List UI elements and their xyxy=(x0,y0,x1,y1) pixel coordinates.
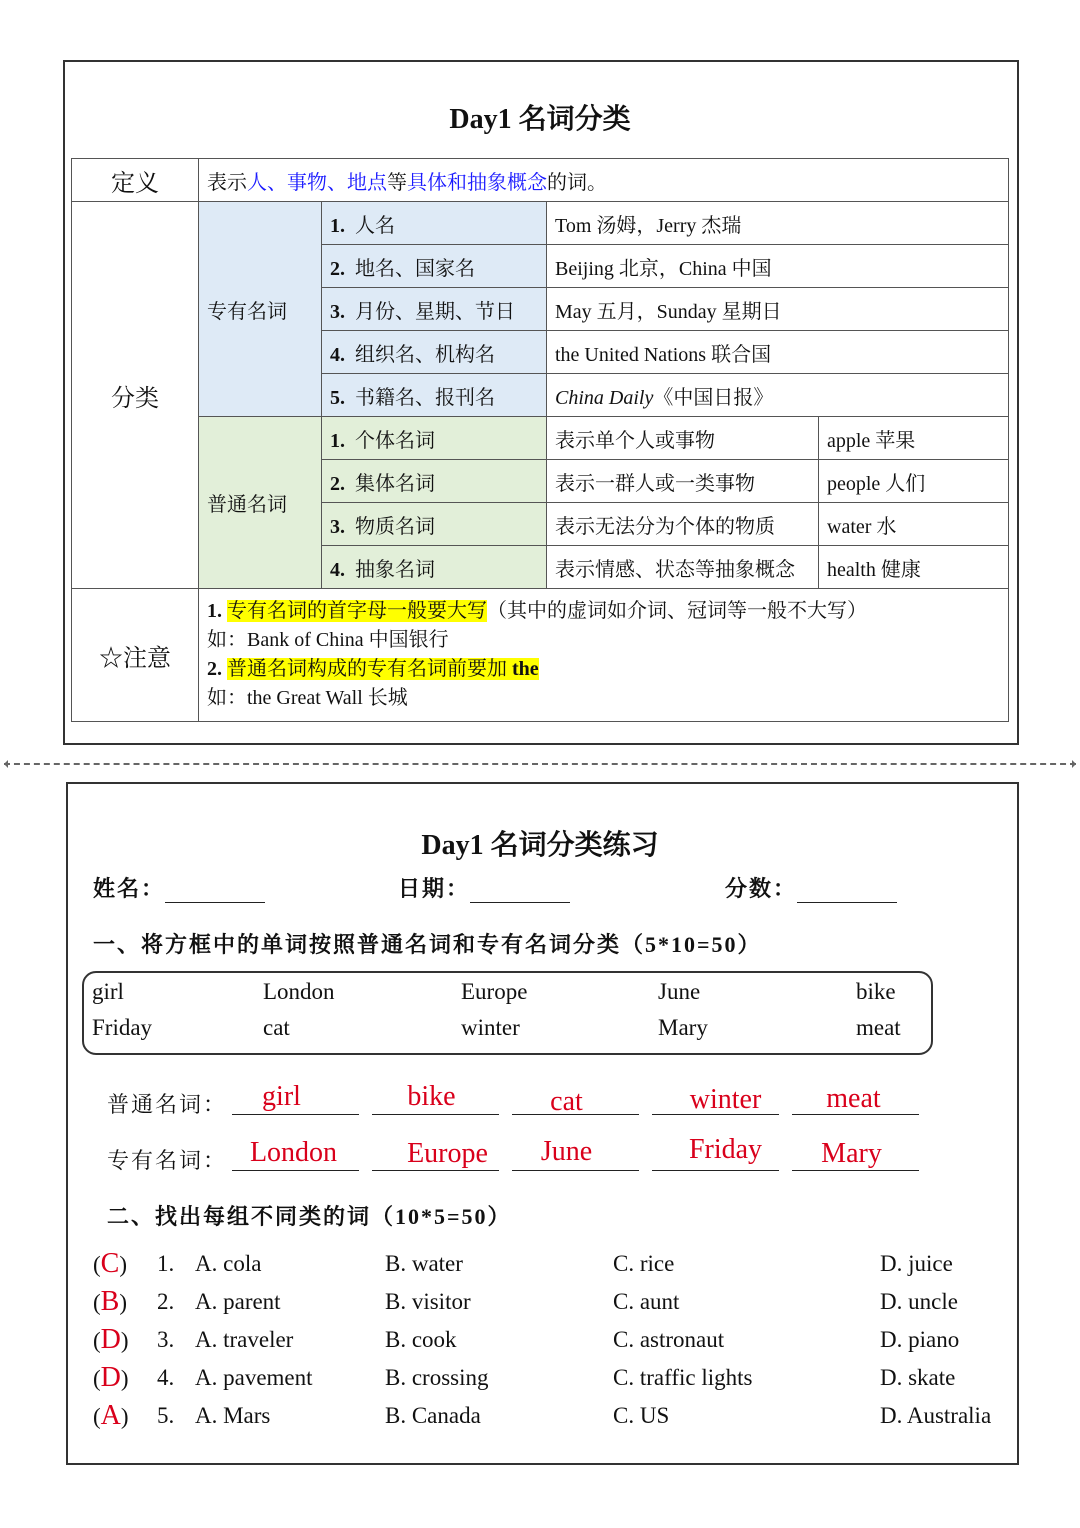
note-row xyxy=(72,589,1009,722)
option-c: C. astronaut xyxy=(613,1327,725,1352)
note-label: ☆注意 xyxy=(72,589,199,722)
name-field: 姓名： xyxy=(93,872,265,903)
option-c: C. rice xyxy=(613,1251,675,1276)
common-example: people 人们 xyxy=(819,460,1009,503)
option-a: A. parent xyxy=(195,1289,281,1314)
proper-example: the United Nations 联合国 xyxy=(547,331,1009,374)
proper-example: May 五月，Sunday 星期日 xyxy=(547,288,1009,331)
date-blank[interactable] xyxy=(470,880,570,903)
proper-example: China Daily《中国日报》 xyxy=(547,374,1009,417)
note-text xyxy=(199,589,1009,722)
score-field: 分数： xyxy=(725,872,897,903)
option-c: C. aunt xyxy=(613,1289,680,1314)
proper-type: 3. 月份、星期、节日 xyxy=(322,288,547,331)
word: June xyxy=(658,979,701,1004)
common-example: water 水 xyxy=(819,503,1009,546)
definition-text: 表示人、事物、地点等具体和抽象概念的词。 xyxy=(199,159,1009,202)
common-example: apple 苹果 xyxy=(819,417,1009,460)
question-number: 3. xyxy=(157,1327,175,1352)
proper-answer: London xyxy=(249,1137,338,1168)
word: bike xyxy=(856,979,896,1004)
word: cat xyxy=(263,1015,290,1040)
note-1-example: 如：Bank of China 中国银行 xyxy=(207,629,449,651)
common-desc: 表示一群人或一类事物 xyxy=(547,460,819,503)
option-d: D. juice xyxy=(880,1251,953,1276)
question-number: 4. xyxy=(157,1365,175,1390)
question-number: 5. xyxy=(157,1403,175,1428)
question-number: 1. xyxy=(157,1251,175,1276)
word: Friday xyxy=(92,1015,153,1040)
word: London xyxy=(263,979,335,1004)
proper-answer: June xyxy=(540,1136,593,1167)
section2-heading: 二、找出每组不同类的词（10*5=50） xyxy=(107,1204,512,1229)
question-number: 2. xyxy=(157,1289,175,1314)
note-2-example: 如：the Great Wall 长城 xyxy=(207,687,408,709)
question-answer: (C) xyxy=(93,1248,128,1279)
definition-label: 定义 xyxy=(72,159,199,202)
proper-noun-label: 专有名词： xyxy=(107,1148,228,1173)
summary-title: Day1 名词分类 xyxy=(449,104,631,135)
category-label: 分类 xyxy=(72,202,199,589)
option-b: B. crossing xyxy=(385,1365,489,1390)
common-noun-label: 普通名词 xyxy=(199,417,322,589)
proper-noun-label: 专有名词 xyxy=(199,202,322,417)
noun-summary-table xyxy=(71,158,1009,722)
common-desc: 表示无法分为个体的物质 xyxy=(547,503,819,546)
common-type: 4. 抽象名词 xyxy=(322,546,547,589)
option-a: A. pavement xyxy=(195,1365,313,1390)
word: winter xyxy=(461,1015,520,1040)
proper-type: 4. 组织名、机构名 xyxy=(322,331,547,374)
option-d: D. piano xyxy=(880,1327,960,1352)
dashed-divider xyxy=(4,763,1076,765)
name-blank[interactable] xyxy=(165,880,265,903)
proper-type: 2. 地名、国家名 xyxy=(322,245,547,288)
common-example: health 健康 xyxy=(819,546,1009,589)
proper-row xyxy=(72,202,1009,245)
word: Mary xyxy=(658,1015,708,1040)
common-answer: girl xyxy=(262,1081,301,1112)
proper-example: Beijing 北京，China 中国 xyxy=(547,245,1009,288)
section1-heading: 一、将方框中的单词按照普通名词和专有名词分类（5*10=50） xyxy=(93,932,762,957)
option-a: A. traveler xyxy=(195,1327,294,1352)
option-b: B. water xyxy=(385,1251,463,1276)
question-answer: (B) xyxy=(93,1286,128,1317)
note-2: 2. 普通名词构成的专有名词前要加 the xyxy=(207,658,539,680)
option-d: D. Australia xyxy=(880,1403,992,1428)
word: girl xyxy=(92,979,124,1004)
option-a: A. Mars xyxy=(195,1403,271,1428)
word: Europe xyxy=(461,979,528,1004)
question-answer: (D) xyxy=(93,1324,129,1355)
common-type: 3. 物质名词 xyxy=(322,503,547,546)
common-answer: winter xyxy=(689,1084,762,1115)
common-desc: 表示情感、状态等抽象概念 xyxy=(547,546,819,589)
option-d: D. uncle xyxy=(880,1289,958,1314)
date-field: 日期： xyxy=(398,872,570,903)
word-box xyxy=(82,971,933,1055)
common-answer: meat xyxy=(826,1083,881,1114)
option-b: B. visitor xyxy=(385,1289,471,1314)
question-answer: (A) xyxy=(93,1400,129,1431)
proper-answer: Mary xyxy=(821,1138,882,1169)
proper-answer: Friday xyxy=(688,1134,763,1165)
option-c: C. traffic lights xyxy=(613,1365,753,1390)
proper-example: Tom 汤姆，Jerry 杰瑞 xyxy=(547,202,1009,245)
score-blank[interactable] xyxy=(797,880,897,903)
option-a: A. cola xyxy=(195,1251,262,1276)
proper-answer: Europe xyxy=(407,1138,488,1169)
proper-type: 1. 人名 xyxy=(322,202,547,245)
common-answer: bike xyxy=(407,1081,456,1112)
option-b: B. cook xyxy=(385,1327,457,1352)
option-b: B. Canada xyxy=(385,1403,481,1428)
question-answer: (D) xyxy=(93,1362,129,1393)
common-row xyxy=(72,417,1009,460)
proper-type: 5. 书籍名、报刊名 xyxy=(322,374,547,417)
common-type: 1. 个体名词 xyxy=(322,417,547,460)
note-1: 1. 专有名词的首字母一般要大写（其中的虚词如介词、冠词等一般不大写） xyxy=(207,600,867,622)
option-c: C. US xyxy=(613,1403,670,1428)
definition-row xyxy=(72,159,1009,202)
practice-title: Day1 名词分类练习 xyxy=(421,830,659,861)
common-desc: 表示单个人或事物 xyxy=(547,417,819,460)
word: meat xyxy=(856,1015,901,1040)
common-answer: cat xyxy=(550,1086,583,1117)
common-noun-label: 普通名词： xyxy=(107,1092,228,1117)
option-d: D. skate xyxy=(880,1365,956,1390)
common-type: 2. 集体名词 xyxy=(322,460,547,503)
